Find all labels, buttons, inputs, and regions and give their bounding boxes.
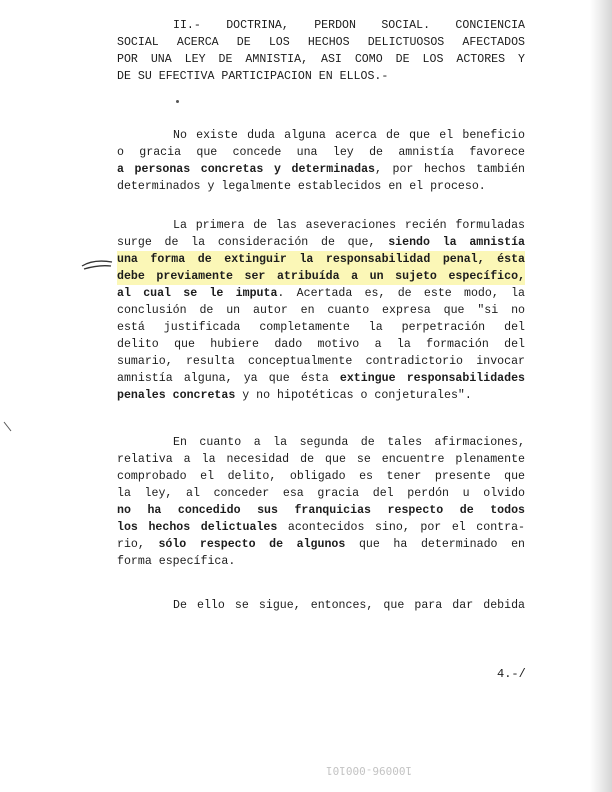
p2-line-8: delito que hubiere dado motivo a la formación del [117, 338, 525, 351]
heading-line-4: DE SU EFECTIVA PARTICIPACION EN ELLOS.- [117, 70, 389, 83]
section-heading [117, 17, 525, 85]
p3-line-5: no ha concedido sus franquicias respecto de todos [117, 504, 525, 517]
margin-tick-mark [2, 420, 14, 434]
p1-line-1: No existe duda alguna acerca de que el beneficio [173, 129, 525, 142]
p2-line-3-highlighted: una forma de extinguir la responsabilidad penal, ésta [117, 253, 525, 266]
p2-bold-penales: penales concretas [117, 389, 236, 402]
p2-bold-extingue: extingue responsabilidades [339, 372, 525, 385]
p1-bold-personas: a personas concretas y determinadas [117, 163, 375, 176]
stray-dot-mark [176, 100, 179, 103]
p2-line-9: sumario, resulta conceptualmente contradictorio invocar [117, 355, 525, 368]
p3-line-7-a: rio, [117, 538, 159, 551]
p2-line-10-a: amnistía alguna, ya que ésta [117, 372, 340, 385]
p2-bold-imputa: al cual se le imputa [117, 287, 278, 300]
p3-line-7 [117, 536, 525, 553]
p3-bold-hechos: los hechos delictuales [117, 521, 278, 534]
p3-line-8: forma específica. [117, 555, 236, 568]
scan-edge-shadow [590, 0, 612, 792]
p2-line-10 [117, 370, 525, 387]
heading-line-2: SOCIAL ACERCA DE LOS HECHOS DELICTUOSOS AFECTADOS [117, 36, 525, 49]
paragraph-4 [117, 597, 525, 614]
p2-line-5-rest: . Acertada es, de este modo, la [277, 287, 525, 300]
p3-line-1: En cuanto a la segunda de tales afirmaciones, [173, 436, 525, 449]
p2-bold-amnistia: siendo la amnistía [388, 236, 525, 249]
p2-line-7: está justificada completamente la perpetración del [117, 321, 525, 334]
p3-line-6 [117, 519, 525, 536]
p1-line-2: o gracia que concede una ley de amnistía favorece [117, 146, 525, 159]
page-number: 4.-/ [497, 667, 526, 681]
paragraph-1 [117, 127, 525, 195]
p3-line-6-rest: acontecidos sino, por el contra- [277, 521, 525, 534]
p2-line-4-highlighted: debe previamente ser atribuída a un sujeto específico, [117, 270, 525, 283]
p2-line-1: La primera de las aseveraciones recién formuladas [173, 219, 525, 232]
p3-line-4: la ley, al conceder esa gracia del perdón u olvido [117, 487, 525, 500]
heading-line-1: II.- DOCTRINA, PERDON SOCIAL. CONCIENCIA [173, 19, 525, 32]
p1-line-3-rest: , por hechos también [374, 163, 525, 176]
p2-line-5 [117, 285, 525, 302]
p4-line-1: De ello se sigue, entonces, que para dar debida [173, 599, 525, 612]
p2-line-2-a: surge de la consideración de que, [117, 236, 389, 249]
faint-reversed-stamp: 100096-000101 [326, 764, 413, 777]
paragraph-2 [117, 217, 525, 404]
p3-line-3: comprobado el delito, obligado es tener presente que [117, 470, 525, 483]
heading-line-3: POR UNA LEY DE AMNISTIA, ASI COMO DE LOS ACTORES Y [117, 53, 525, 66]
p3-bold-algunos: sólo respecto de algunos [158, 538, 346, 551]
p3-line-2: relativa a la necesidad de que se encuentre plenamente [117, 453, 525, 466]
p3-line-7-c: que ha determinado en [345, 538, 525, 551]
paragraph-3 [117, 434, 525, 570]
margin-pen-mark [80, 256, 114, 272]
p1-line-4: determinados y legalmente establecidos en el proceso. [117, 180, 486, 193]
p1-line-3 [117, 161, 525, 178]
p2-line-2 [117, 234, 525, 251]
p2-line-6: conclusión de un autor en cuanto expresa que "si no [117, 304, 525, 317]
p2-line-11-rest: y no hipotéticas o conjeturales". [235, 389, 472, 402]
p2-line-11 [117, 387, 525, 404]
